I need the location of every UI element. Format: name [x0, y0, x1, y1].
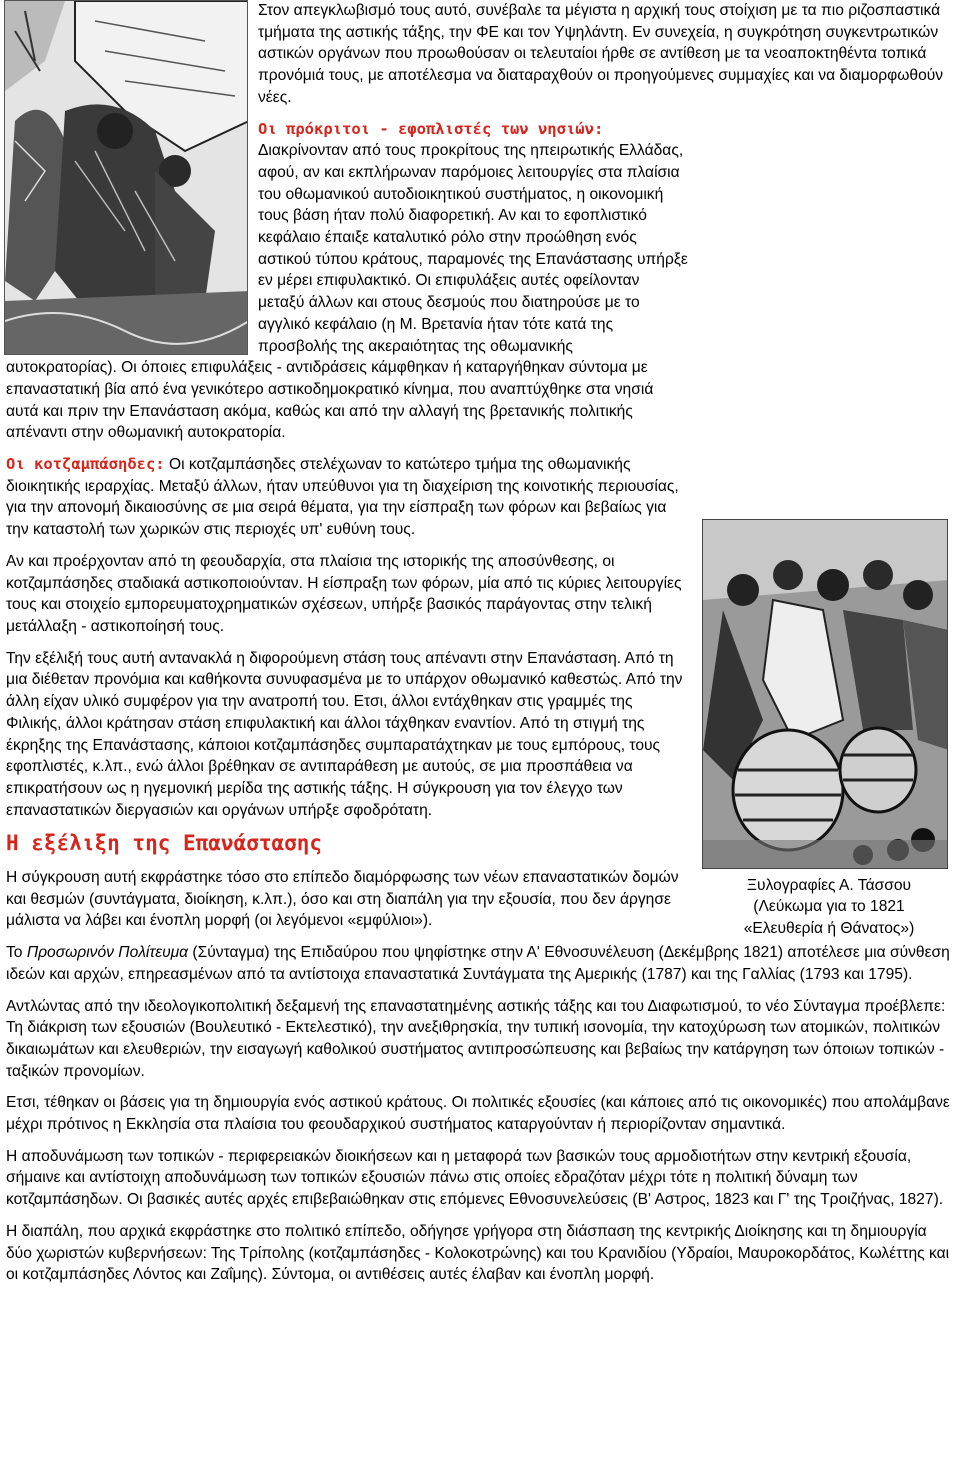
woodcut-barrels-illustration	[703, 520, 948, 869]
evolution-paragraph-5: Η αποδυνάμωση των τοπικών - περιφερειακών διοικήσεων και η μεταφορά των βασικών τους αρμοδιοτήτων στην κεντρική εξουσία, σήμαινε και αντίστοιχη αποδυνάμωση των τοπικών εξουσιών πάνω στις οποίες εδραζόταν μέχρι τότε η πολιτική δύναμη των κοτζαμπάσηδων. Οι βασικές αυτές αρχές επιβεβαιώθηκαν στις επόμενες Εθνοσυνελεύσεις (Β' Αστρος, 1823 και Γ' της Τροιζήνας, 1827).	[6, 1147, 944, 1209]
woodcut-barrels-image	[702, 519, 948, 869]
woodcut-women-image	[4, 0, 248, 355]
kotzabasides-paragraph-3: Την εξέλιξή τους αυτή αντανακλά η διφορούμενη στάση τους απέναντι στην Επανάσταση. Από τη μια διέθεταν προνόμια και καθήκοντα συνυφασμένα με το υπάρχον οθωμανικό καθεστώς. Από την άλλη είχαν υλικό συμφέρον για την ανατροπή του. Ετσι, άλλοι εντάχθηκαν στις γραμμές της Φιλικής, άλλοι κράτησαν στάση επιφυλακτική και άλλοι τάχθηκαν εναντίον. Από τη στιγμή της έκρηξης της Επανάστασης, κάποιοι κοτζαμπάσηδες συμπαρατάχτηκαν με τους εμπόρους, τους εφοπλιστές, κ.λπ., ενώ άλλοι βρέθηκαν σε αντιπαράθεση με αυτούς, σε μια προσπάθεια να επικρατήσουν ως η ηγεμονική μερίδα της αστικής τάξης. Η σύγκρουση για τον έλεγχο των επαναστατικών διεργασιών και οργάνων υπήρξε σφοδρότατη.	[6, 649, 683, 819]
woodcut-women-illustration	[5, 1, 248, 355]
evolution-paragraph-4: Ετσι, τέθηκαν οι βάσεις για τη δημιουργία ενός αστικού κράτους. Οι πολιτικές εξουσίες (και κάποιες από τις οικονομικές) που απολάμβανε μέχρι πρότινος η Εκκλησία στα πλαίσια του φεουδαρχικού συστήματος καταργούνταν ή περιορίζονταν σημαντικά.	[6, 1094, 950, 1134]
evolution-p2-pre: Το	[6, 944, 27, 962]
evolution-paragraph-2	[6, 942, 954, 985]
kotzabasides-paragraph-2: Αν και προέρχονταν από τη φεουδαρχία, στα πλαίσια της ιστορικής της αποσύνθεσης, οι κοτζαμπάσηδες σταδιακά αστικοποιούνταν. Η είσπραξη των φόρων, μία από τις κύριες λειτουργίες τους και στοιχείο εμπορευματοχρηματικών σχέσεων, υπήρξε βασικός παράγοντας στην τελική μετάλλαξη - αστικοποίησή τους.	[6, 552, 682, 635]
document-page	[6, 0, 954, 1296]
evolution-paragraph-3: Αντλώντας από την ιδεολογικοπολιτική δεξαμενή της επαναστατημένης αστικής τάξης και του Διαφωτισμού, το νέο Σύνταγμα προέβλεπε: Τη διάκριση των εξουσιών (Βουλευτικό - Εκτελεστικό), την ανεξιθρησκία, την τυπική ισονομία, την κατοχύρωση των ατομικών, πολιτικών δικαιωμάτων και ελευθεριών, την εισαγωγή καθολικού συστήματος αντιπροσώπευσης και βεβαίως την κατάργηση των όποιων τοπικών - ταξικών προνομίων.	[6, 997, 946, 1080]
intro-paragraph: Στον απεγκλωβισμό τους αυτό, συνέβαλε τα μέγιστα η αρχική τους στοίχιση με τα πιο ριζοσπαστικά τμήματα της αστικής τάξης, την ΦΕ και τον Υψηλάντη. Εν συνεχεία, η συγκρότηση συγκεντρωτικών αστικών οργάνων που προωθούσαν οι τελευταίοι ήρθε σε αντίθεση με τα νεοαποκτηθέντα τοπικά προνόμιά τους, με αποτέλεσμα να διαταραχθούν οι προηγούμενες συμμαχίες και να διαμορφωθούν νέες.	[258, 2, 944, 106]
evolution-p2-post: (Σύνταγμα) της Επιδαύρου που ψηφίστηκε στην Α' Εθνοσυνέλευση (Δεκέμβρης 1821) αποτέλεσε μια σύνθεση ιδεών και αρχών, επηρεασμένων από τα αντίστοιχα επαναστατικά Συντάγματα της Αμερικής (1787) και της Γαλλίας (1793 και 1795).	[6, 944, 950, 983]
evolution-paragraph-6: Η διαπάλη, που αρχικά εκφράστηκε στο πολιτικό επίπεδο, οδήγησε γρήγορα στη διάσπαση της κεντρικής Διοίκησης και τη δημιουργία δύο χωριστών κυβερνήσεων: Της Τρίπολης (κοτζαμπάσηδες - Κολοκοτρώνης) και του Κρανιδίου (Υδραίοι, Μαυροκορδάτος, Κωλέττης και οι κοτζαμπάσηδες Λόντος και Ζαΐμης). Σύντομα, οι αντιθέσεις αυτές έλαβαν και ένοπλη μορφή.	[6, 1222, 950, 1284]
section-title-evolution: Η εξέλιξη της Επανάστασης	[6, 831, 323, 856]
notables-text: Διακρίνονταν από τους προκρίτους της ηπειρωτικής Ελλάδας, αφού, αν και εκπλήρωναν παρόμοιες λειτουργίες στα πλαίσια του οθωμανικού αυτοδιοικητικού συστήματος, η οικονομική τους βάση ήταν πολύ διαφορετική. Αν και το εφοπλιστικό κεφάλαιο έπαιξε καταλυτικό ρόλο στην προώθηση ενός αστικού τύπου κράτους, παραμονές της Επανάστασης υπήρξε εν μέρει επιφυλακτικό. Οι επιφυλάξεις αυτές οφείλονταν μεταξύ άλλων και στους δεσμούς που διατηρούσε με το αγγλικό κεφάλαιο (η Μ. Βρετανία ήταν τότε κατά της προσβολής της ακεραιότητας της οθωμανικής αυτοκρατορίας). Οι όποιες επιφυλάξεις - αντιδράσεις κάμφθηκαν ή καταργήθηκαν σύντομα με επαναστατική βία από ένα γενικότερο αστικοδημοκρατικό κίνημα, που αναπτύχθηκε στα νησιά αυτά και πριν την Επανάσταση ακόμα, καθώς και από την αλλαγή της βρετανικής πολιτικής απέναντι στην οθωμανική αυτοκρατορία.	[6, 142, 688, 442]
notables-heading: Οι πρόκριτοι - εφοπλιστές των νησιών:	[258, 119, 604, 138]
caption-line-3: «Ελευθερία ή Θάνατος»)	[743, 919, 915, 937]
kotzabasides-text-1: Οι κοτζαμπάσηδες στελέχωναν το κατώτερο τμήμα της οθωμανικής διοικητικής ιεραρχίας. Μεταξύ άλλων, ήταν υπεύθυνοι για τη διαχείριση της κοινοτικής περιουσίας, για την απονομή δικαιοσύνης σε μια σειρά θέματα, για την είσπραξη των φόρων και βεβαίως για την καταστολή των χωρικών στις περιοχές υπ' ευθύνη τους.	[6, 456, 679, 539]
caption-line-2: (Λεύκωμα για το 1821	[753, 898, 905, 916]
image-caption	[704, 875, 954, 940]
caption-line-1: Ξυλογραφίες Α. Τάσσου	[746, 876, 912, 894]
kotzabasides-heading: Οι κοτζαμπάσηδες:	[6, 455, 165, 474]
evolution-paragraph-1: Η σύγκρουση αυτή εκφράστηκε τόσο στο επίπεδο διαμόρφωσης των νέων επαναστατικών δομών και θεσμών (συντάγματα, διοίκηση, κ.λπ.), όσο και στη διαπάλη για την εξουσία, που δεν άργησε μάλιστα να λάβει και ένοπλη μορφή (οι λεγόμενοι «εμφύλιοι»).	[6, 869, 679, 930]
provisional-constitution-title: Προσωρινόν Πολίτευμα	[26, 944, 189, 962]
